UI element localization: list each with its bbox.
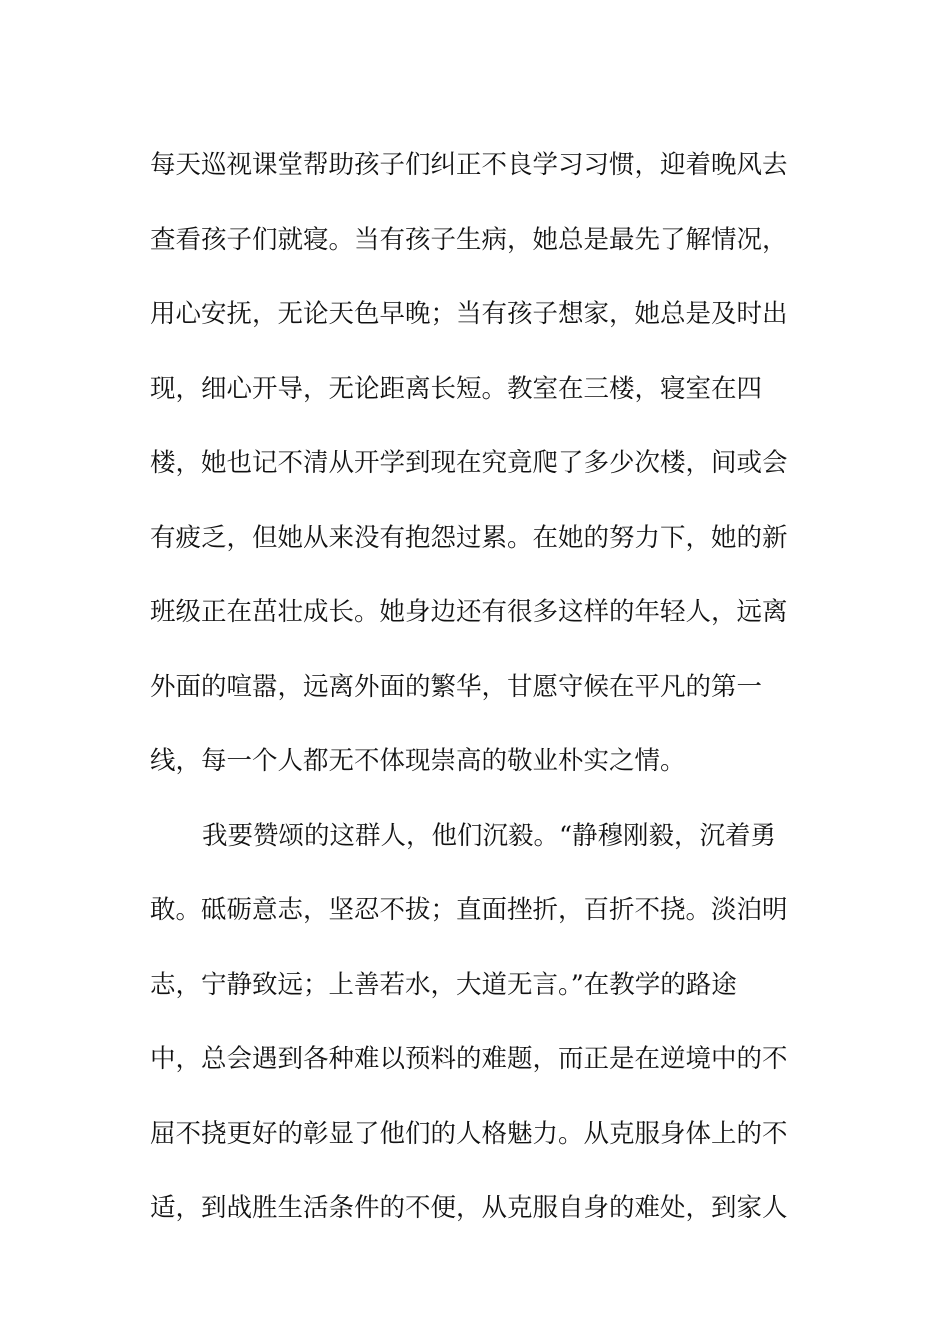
text-line: 现，细心开导，无论距离长短。教室在三楼，寝室在四	[150, 373, 763, 404]
body-text	[150, 128, 800, 1246]
text-line: 线，每一个人都无不体现崇高的敬业朴实之情。	[150, 746, 686, 776]
text-line: 每天巡视课堂帮助孩子们纠正不良学习习惯，迎着晚风去	[150, 150, 788, 180]
text-line: 外面的喧嚣，远离外面的繁华，甘愿守候在平凡的第一	[150, 671, 763, 702]
text-line: 屈不挠更好的彰显了他们的人格魅力。从克服身体上的不	[150, 1118, 788, 1149]
text-line: 用心安抚，无论天色早晚；当有孩子想家，她总是及时出	[150, 299, 788, 329]
text-line: 敢。砥砺意志，坚忍不拔；直面挫折，百折不挠。淡泊明	[150, 895, 788, 925]
text-line: 适，到战胜生活条件的不便，从克服自身的难处，到家人	[150, 1193, 788, 1223]
text-line: 楼，她也记不清从开学到现在究竟爬了多少次楼，间或会	[150, 448, 788, 478]
text-line: 中，总会遇到各种难以预料的难题，而正是在逆境中的不	[150, 1044, 788, 1074]
text-line: 志，宁静致远；上善若水，大道无言。”在教学的路途	[150, 969, 737, 1000]
paragraph-start-line: 我要赞颂的这群人，他们沉毅。“静穆刚毅，沉着勇	[202, 820, 777, 851]
text-line: 查看孩子们就寝。当有孩子生病，她总是最先了解情况，	[150, 224, 788, 255]
text-line: 班级正在茁壮成长。她身边还有很多这样的年轻人，远离	[150, 597, 788, 627]
text-line: 有疲乏，但她从来没有抱怨过累。在她的努力下，她的新	[150, 522, 788, 553]
